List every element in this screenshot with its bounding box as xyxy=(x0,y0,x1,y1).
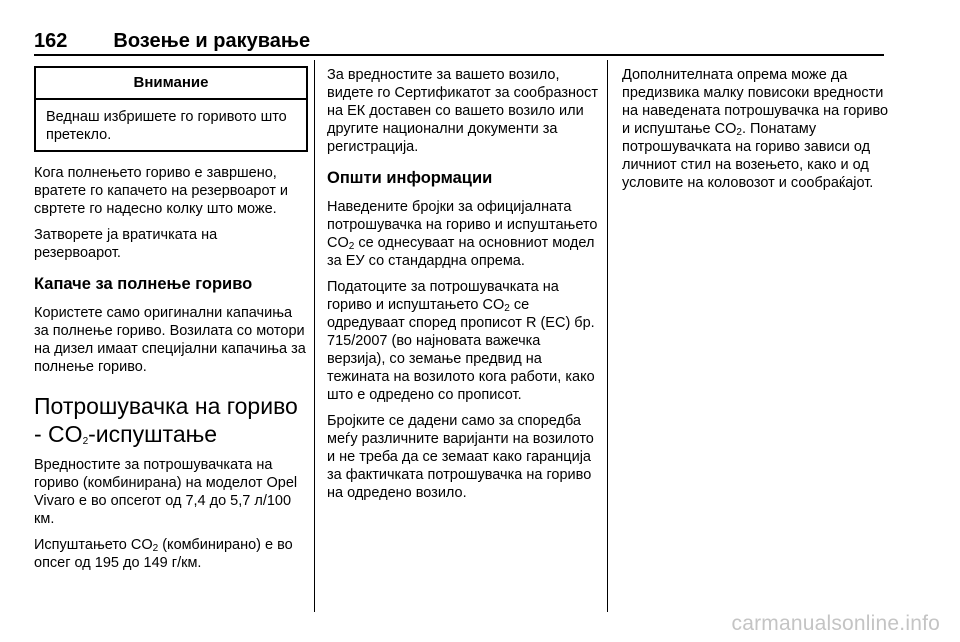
paragraph: Податоците за потрошувачката на гориво и испуштањето $CO_2$ се одредуваат според прописот R (EC) бр. 715/2007 (во најновата важечка верзија), со земање предвид на тежината на возилото кога работи, како што е одредено со прописот. xyxy=(327,279,595,403)
column-2 xyxy=(327,60,601,510)
paragraph: Дополнителната опрема може да предизвика малку повисоки вредности на наведената потрошувачка на гориво и испуштање $CO_2$. Понатаму потрошувачката на гориво зависи од личниот стил на возењето, како и од условите на коловозот и сообраќајот. xyxy=(622,67,889,191)
column-3 xyxy=(622,60,890,200)
heading-fuel-consumption: Потрошувачка на гориво - $CO_2$-испуштање xyxy=(34,393,298,447)
warning-box xyxy=(34,66,308,152)
heading-general-info: Општи информации xyxy=(327,169,493,187)
paragraph: За вредностите за вашето возило, видете го Сертификатот за сообразност на ЕК доставен со вашето возило или другите национални документи за регистрација. xyxy=(327,67,598,155)
page-number: 162 xyxy=(34,30,68,52)
warning-text: Веднаш избришете го горивото што претекло. xyxy=(46,109,287,143)
watermark: carmanualsonline.info xyxy=(731,612,940,635)
paragraph: Бројките се дадени само за споредба меѓу различните варијанти на возилото и не треба да се земаат како гаранција за фактичката потрошувачка на гориво на одредено возило. xyxy=(327,413,594,501)
heading-fuel-cap: Капаче за полнење гориво xyxy=(34,275,253,293)
paragraph: Испуштањето $CO_2$ (комбинирано) е во опсег од 195 до 149 г/км. xyxy=(34,537,293,571)
paragraph: Користете само оригинални капачиња за полнење гориво. Возилата со мотори на дизел имаат специјални капачиња за полнење гориво. xyxy=(34,305,306,375)
paragraph: Вредностите за потрошувачката на гориво (комбинирана) на моделот Opel Vivaro е во опсегот од 7,4 до 5,7 л/100 км. xyxy=(34,457,298,527)
paragraph: Кога полнењето гориво е завршено, вратете го капачето на резервоарот и свртете го надесно колку што може. xyxy=(34,165,289,217)
warning-title: Внимание xyxy=(36,68,306,100)
page-header xyxy=(34,26,884,56)
paragraph: Наведените бројки за официјалната потрошувачка на гориво и испуштањето $CO_2$ се однесуваат на основниот модел за ЕУ со стандардна опрема. xyxy=(327,199,598,269)
section-title: Возење и ракување xyxy=(113,30,311,52)
paragraph: Затворете ја вратичката на резервоарот. xyxy=(34,227,218,261)
column-divider-1 xyxy=(314,60,315,612)
column-divider-2 xyxy=(607,60,608,612)
column-1 xyxy=(34,60,308,580)
